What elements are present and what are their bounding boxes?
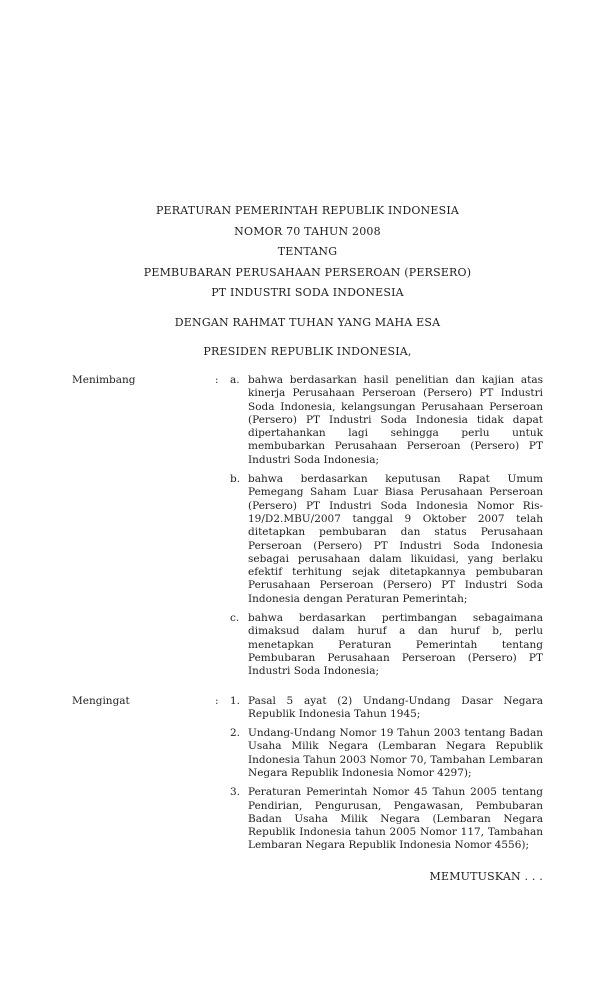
title-line-company: PT INDUSTRI SODA INDONESIA: [211, 286, 404, 300]
list-item-marker: a.: [230, 373, 240, 386]
list-item-text: bahwa berdasarkan keputusan Rapat Umum Pemegang Saham Luar Biasa Perusahaan Perseroan (Persero) PT Industri Soda Indonesia Nomor Ris-19/D2.MBU/2007 tanggal 9 Oktober 2007 telah ditetapkan pembubaran dan status Perusahaan Perseroan (Persero) PT Industri Soda Indonesia sebagai perusahaan dalam likuidasi, yang berlaku efektif terhitung sejak ditetapkannya pembubaran Perusahaan Perseroan (Persero) PT Industri Soda Indonesia dengan Peraturan Pemerintah;: [248, 473, 543, 605]
recalling-label: Mengingat: [72, 694, 130, 707]
list-item-text: bahwa berdasarkan hasil penelitian dan kajian atas kinerja Perusahaan Perseroan (Persero) PT Industri Soda Indonesia, kelangsungan Perusahaan Perseroan (Persero) PT Industri Soda Indonesia tidak dapat dipertahankan lagi sehingga perlu untuk membubarkan Perusahaan Perseroan (Persero) PT Industri Soda Indonesia;: [248, 373, 543, 466]
recalling-section: [72, 695, 543, 853]
list-item: [230, 727, 543, 780]
title-line-number: NOMOR 70 TAHUN 2008: [234, 224, 381, 238]
recalling-items: [230, 695, 543, 853]
list-item-marker: 1.: [230, 694, 241, 707]
page-continuation-marker: MEMUTUSKAN . . .: [429, 869, 543, 883]
list-item: [230, 374, 543, 467]
list-item-text: Pasal 5 ayat (2) Undang-Undang Dasar Negara Republik Indonesia Tahun 1945;: [248, 694, 543, 720]
title-line-regulation: PERATURAN PEMERINTAH REPUBLIK INDONESIA: [155, 204, 460, 217]
title-line-tentang: TENTANG: [277, 245, 338, 259]
list-item-marker: 3.: [230, 786, 241, 799]
list-item-marker: c.: [230, 612, 240, 625]
list-item-text: bahwa berdasarkan pertimbangan sebagaimana dimaksud dalam huruf a dan huruf b, perlu menetapkan Peraturan Pemerintah tentang Pembubaran Perusahaan Perseroan (Persero) PT Industri Soda Indonesia;: [248, 612, 543, 678]
list-item-marker: 2.: [230, 727, 241, 740]
considering-colon: :: [215, 373, 219, 386]
list-item-marker: b.: [230, 473, 241, 486]
document-title: [72, 0, 543, 304]
list-item: [230, 786, 543, 852]
considering-items: [230, 374, 543, 679]
document-content: [72, 0, 543, 883]
invocation-line: DENGAN RAHMAT TUHAN YANG MAHA ESA: [174, 315, 441, 329]
considering-label: Menimbang: [72, 373, 136, 386]
considering-section: [72, 374, 543, 679]
list-item-text: Undang-Undang Nomor 19 Tahun 2003 tentang Badan Usaha Milik Negara (Lembaran Negara Republik Indonesia Tahun 2003 Nomor 70, Tambahan Lembaran Negara Republik Indonesia Nomor 4297);: [248, 727, 543, 779]
list-item: [230, 612, 543, 678]
authority-line: PRESIDEN REPUBLIK INDONESIA,: [203, 344, 412, 358]
list-item-text: Peraturan Pemerintah Nomor 45 Tahun 2005 tentang Pendirian, Pengurusan, Pengawasan, Pembubaran Badan Usaha Milik Negara (Lembaran Negara Republik Indonesia tahun 2005 Nomor 117, Tambahan Lembaran Negara Republik Indonesia Nomor 4556);: [248, 786, 543, 852]
recalling-colon: :: [215, 694, 219, 707]
list-item: [230, 695, 543, 722]
list-item: [230, 473, 543, 606]
title-line-subject: PEMBUBARAN PERUSAHAAN PERSEROAN (PERSERO): [143, 265, 472, 279]
